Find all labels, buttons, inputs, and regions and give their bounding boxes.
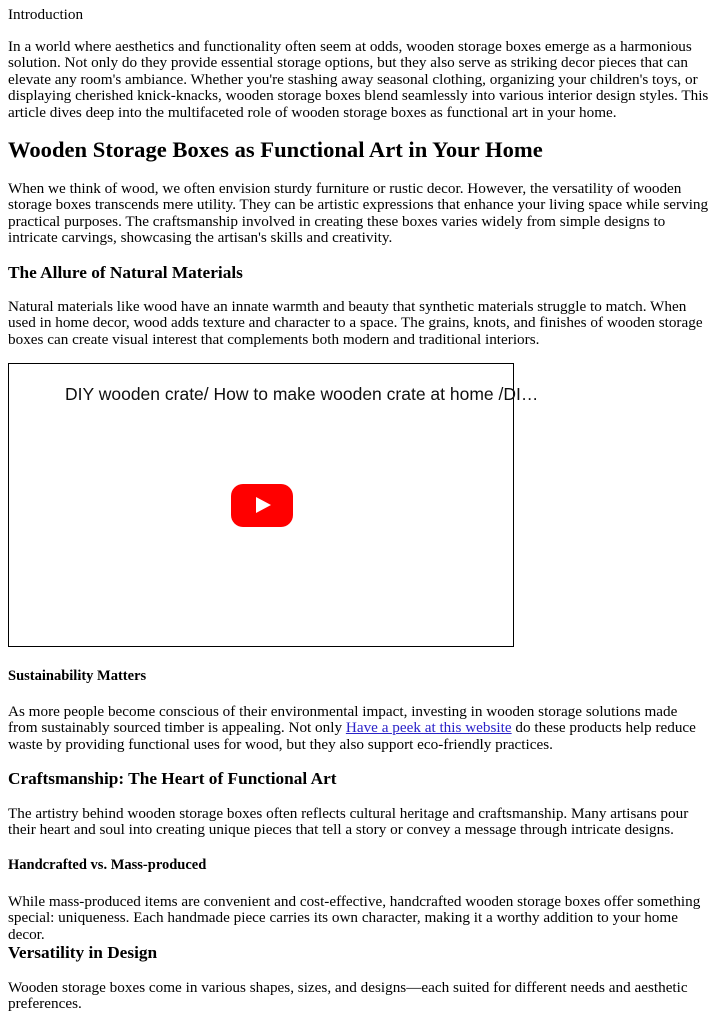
- intro-label: Introduction: [8, 6, 84, 23]
- youtube-play-icon[interactable]: [231, 484, 293, 527]
- handcrafted-heading: Handcrafted vs. Mass-produced: [8, 857, 207, 873]
- main-heading: Wooden Storage Boxes as Functional Art in Your Home: [8, 137, 543, 162]
- video-embed[interactable]: [8, 363, 539, 647]
- versatility-paragraph: Wooden storage boxes come in various shapes, sizes, and designs—each suited for different needs and aesthetic preferences.: [8, 979, 688, 1013]
- sustainability-text-after: do these products help reduce waste by providing functional uses for wood, but they also support eco-friendly practices.: [8, 719, 696, 753]
- sustainability-text-before: As more people become conscious of their environmental impact, investing in wooden storage solutions made from sustainably sourced timber is appealing. Not only: [8, 703, 678, 737]
- website-link[interactable]: Have a peek at this website: [345, 719, 512, 737]
- video-title[interactable]: DIY wooden crate/ How to make wooden crate at home /DI…: [65, 384, 539, 404]
- sustainability-heading: Sustainability Matters: [8, 668, 147, 684]
- allure-heading: The Allure of Natural Materials: [8, 263, 243, 282]
- allure-paragraph: Natural materials like wood have an innate warmth and beauty that synthetic materials struggle to match. When used in home decor, wood adds texture and character to a space. The grains, knots, and finishes of wooden storage boxes can create visual interest that complements both modern and traditional interiors.: [8, 298, 703, 348]
- handcrafted-paragraph: While mass-produced items are convenient and cost-effective, handcrafted wooden storage boxes offer something special: uniqueness. Each handmade piece carries its own character, making it a worthy addition to your home decor.: [8, 893, 701, 943]
- main-paragraph: When we think of wood, we often envision sturdy furniture or rustic decor. However, the versatility of wooden storage boxes transcends mere utility. They can be artistic expressions that enhance your living space while serving practical purposes. The craftsmanship involved in creating these boxes varies widely from simple designs to intricate carvings, showcasing the artisan's skills and creativity.: [8, 180, 709, 247]
- intro-paragraph: In a world where aesthetics and functionality often seem at odds, wooden storage boxes emerge as a harmonious solution. Not only do they provide essential storage options, but they also serve as striking decor pieces that can elevate any room's ambiance. Whether you're stashing away seasonal clothing, organizing your children's toys, or displaying cherished knick-knacks, wooden storage boxes blend seamlessly into various interior design styles. This article dives deep into the multifaceted role of wooden storage boxes as functional art in your home.: [8, 38, 709, 121]
- versatility-heading: Versatility in Design: [8, 943, 158, 962]
- craftsmanship-heading: Craftsmanship: The Heart of Functional Art: [8, 769, 337, 788]
- sustainability-paragraph: [8, 704, 710, 753]
- craftsmanship-paragraph: The artistry behind wooden storage boxes often reflects cultural heritage and craftsmanship. Many artisans pour their heart and soul into creating unique pieces that tell a story or convey a message through intricate designs.: [8, 805, 689, 839]
